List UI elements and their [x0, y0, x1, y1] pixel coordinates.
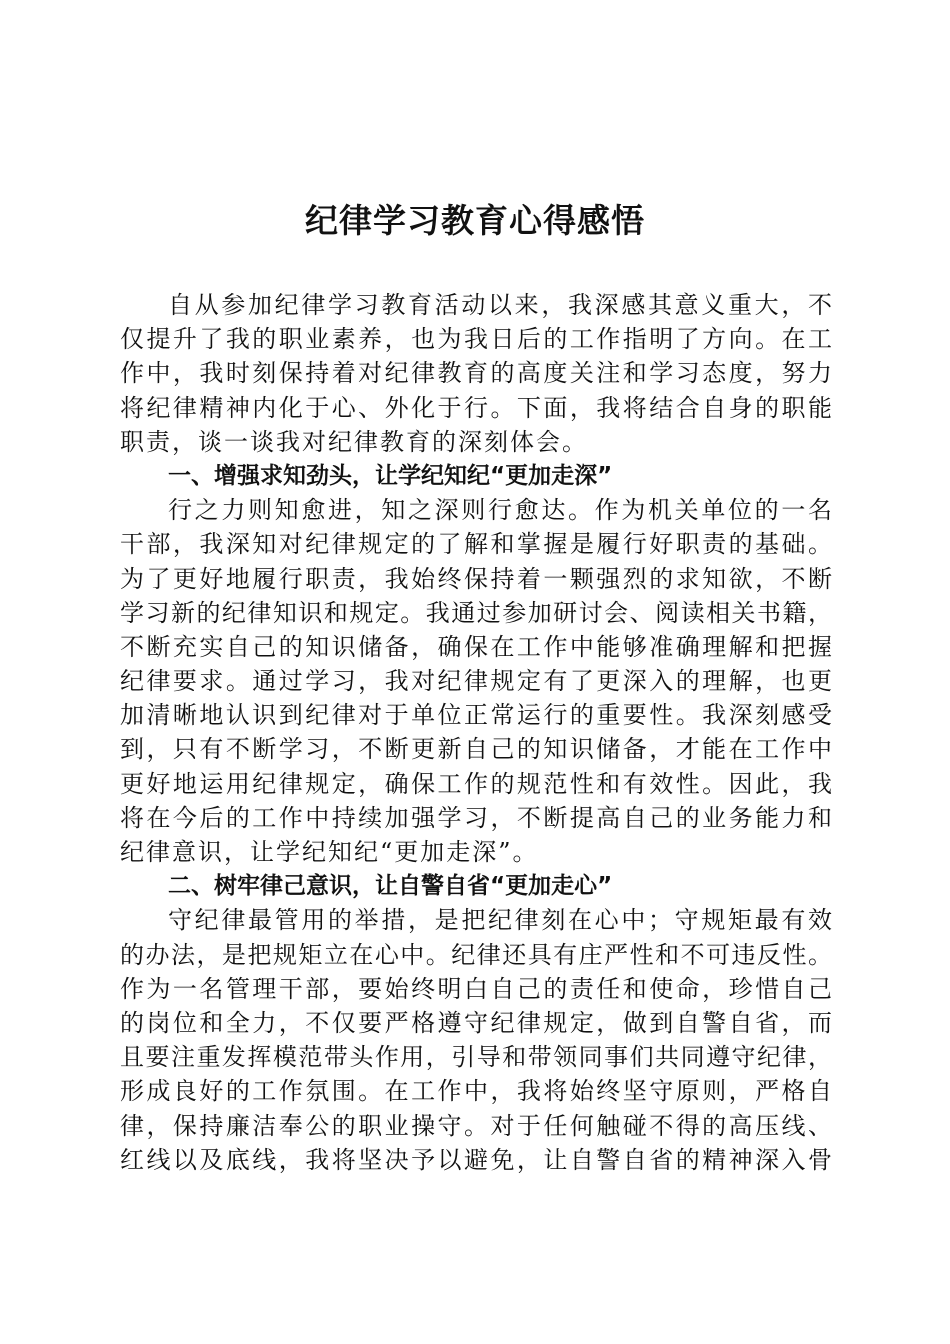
paragraph-line: 将在今后的工作中持续加强学习，不断提高自己的业务能力和 [120, 803, 832, 832]
paragraph-line: 的办法，是把规矩立在心中。纪律还具有庄严性和不可违反性。 [120, 940, 832, 969]
paragraph-line: 不断充实自己的知识储备，确保在工作中能够准确理解和把握 [120, 632, 832, 661]
document-body [120, 288, 832, 1177]
paragraph-line: 红线以及底线，我将坚决予以避免，让自警自省的精神深入骨 [120, 1145, 832, 1174]
paragraph-line: 形成良好的工作氛围。在工作中，我将始终坚守原则，严格自 [120, 1077, 832, 1106]
paragraph-line: 律，保持廉洁奉公的职业操守。对于任何触碰不得的高压线、 [120, 1111, 832, 1140]
paragraph-line: 将纪律精神内化于心、外化于行。下面，我将结合自身的职能 [120, 393, 832, 422]
paragraph-line: 作为一名管理干部，要始终明白自己的责任和使命，珍惜自己 [120, 974, 832, 1003]
section-heading: 一、增强求知劲头，让学纪知纪“更加走深” [168, 462, 613, 489]
paragraph-line: 学习新的纪律知识和规定。我通过参加研讨会、阅读相关书籍， [120, 598, 832, 627]
paragraph-line: 更好地运用纪律规定，确保工作的规范性和有效性。因此，我 [120, 769, 832, 798]
paragraph-line: 的岗位和全力，不仅要严格遵守纪律规定，做到自警自省，而 [120, 1008, 832, 1037]
paragraph-line: 作中，我时刻保持着对纪律教育的高度关注和学习态度，努力 [120, 359, 832, 388]
paragraph-line: 仅提升了我的职业素养，也为我日后的工作指明了方向。在工 [120, 325, 832, 354]
paragraph-line: 行之力则知愈进，知之深则行愈达。作为机关单位的一名 [168, 496, 832, 525]
paragraph-line: 纪律要求。通过学习，我对纪律规定有了更深入的理解，也更 [120, 667, 832, 696]
paragraph-line: 职责，谈一谈我对纪律教育的深刻体会。 [120, 427, 588, 456]
paragraph-line: 自从参加纪律学习教育活动以来，我深感其意义重大，不 [168, 291, 832, 319]
paragraph-line: 且要注重发挥模范带头作用，引导和带领同事们共同遵守纪律， [120, 1043, 832, 1072]
paragraph-line: 纪律意识，让学纪知纪“更加走深”。 [120, 838, 539, 866]
paragraph-line: 守纪律最管用的举措，是把纪律刻在心中；守规矩最有效 [168, 906, 832, 935]
paragraph-line: 干部，我深知对纪律规定的了解和掌握是履行好职责的基础。 [120, 530, 832, 559]
document-title: 纪律学习教育心得感悟 [305, 201, 645, 240]
paragraph-line: 加清晰地认识到纪律对于单位正常运行的重要性。我深刻感受 [120, 701, 832, 730]
section-heading: 二、树牢律己意识，让自警自省“更加走心” [168, 873, 613, 900]
paragraph-line: 到，只有不断学习，不断更新自己的知识储备，才能在工作中 [120, 735, 832, 764]
paragraph-line: 为了更好地履行职责，我始终保持着一颗强烈的求知欲，不断 [120, 564, 832, 593]
